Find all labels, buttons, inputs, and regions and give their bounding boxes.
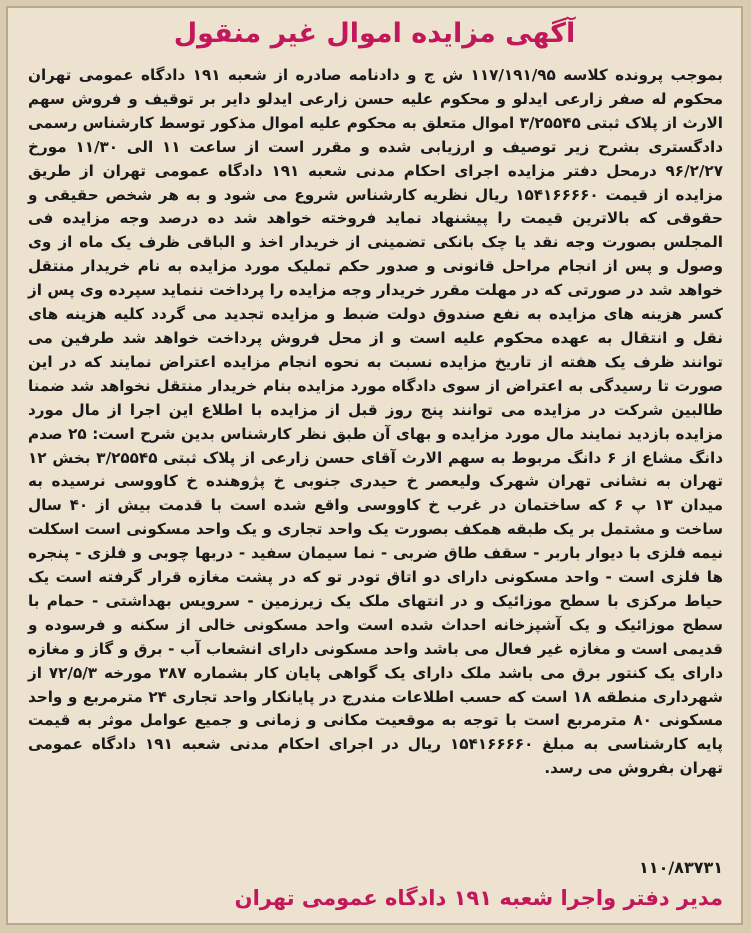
notice-paragraph: بموجب پرونده کلاسه ۱۱۷/۱۹۱/۹۵ ش ج و دادنامه صادره از شعبه ۱۹۱ دادگاه عمومی تهران محکوم له صفر زارعی ایدلو و محکوم علیه حسن زارعی ایدلو دایر بر توقیف و فروش سهم الارث از پلاک ثبتی ۳/۲۵۵۴۵ اموال متعلق به محکوم علیه اموال مذکور توسط کارشناس رسمی دادگستری بشرح زیر توصیف و ارزیابی شده و مقرر است از ساعت ۱۱ الی ۱۱/۳۰ مورخ ۹۶/۲/۲۷ درمحل دفتر مزایده اجرای احکام مدنی شعبه ۱۹۱ دادگاه عمومی تهران از طریق مزایده از قیمت ۱۵۴۱۶۶۶۶۰ ریال نظریه کارشناس شروع می شود و به هر شخص حقیقی و حقوقی که بالاترین قیمت را پیشنهاد نماید فروخته خواهد شد ده درصد وجه مزایده فی المجلس بصورت وجه نقد یا چک بانکی تضمینی از خریدار اخذ و الباقی ظرف یک ماه از وی وصول و پس از انجام مراحل قانونی و صدور حکم تملیک مورد مزایده به نام خریدار منتقل خواهد شد در صورتی که در مهلت مقرر خریدار وجه مزایده را پرداخت ننماید سپرده وی پس از کسر هزینه های مزایده به نفع صندوق دولت ضبط و مزایده تجدید می گردد کلیه هزینه های نقل و انتقال به عهده محکوم علیه است و از محل فروش پرداخت خواهد شد طرفین می توانند ظرف یک هفته از تاریخ مزایده نسبت به نحوه انجام مزایده اعتراض نمایند که در این صورت تا رسیدگی به اعتراض از سوی دادگاه مورد مزایده بنام خریدار منتقل نخواهد شد ضمنا طالبین شرکت در مزایده می توانند پنج روز قبل از مزایده با اطلاع این اجرا از مال مورد مزایده بازدید نمایند مال مورد مزایده و بهای آن طبق نظر کارشناس بدین شرح است: ۲۵ صدم دانگ مشاع از ۶ دانگ مربوط به سهم الارث آقای حسن زارعی از پلاک ثبتی ۳/۲۵۵۴۵ بخش ۱۲ تهران به نشانی تهران شهرک ولیعصر خ حیدری جنوبی خ پژوهنده خ کاووسی نرسیده به میدان ۱۳ پ ۶ که ساختمان در غرب خ کاووسی واقع شده است با قدمت بیش از ۴۰ سال ساخت و مشتمل بر یک طبقه همکف بصورت یک واحد تجاری و یک واحد مسکونی است اسکلت نیمه فلزی با دیوار باربر - سقف طاق ضربی - نما سیمان سفید - دربها چوبی و فلزی - پنجره ها فلزی است - واحد مسکونی دارای دو اتاق تودر تو که در پشت مغازه قرار گرفته است یک حیاط مرکزی با سطح موزائیک و در انتهای ملک یک زیرزمین - سرویس بهداشتی - حمام با سطح موزائیک و یک آشپزخانه احداث شده است واحد مسکونی خالی از سکنه و فرسوده و قدیمی است و مغازه غیر فعال می باشد واحد مسکونی دارای انشعاب آب - برق و گاز و مغازه دارای یک کنتور برق می باشد ملک دارای یک گواهی پایان کار بشماره ۳۸۷ مورخه ۷۲/۵/۳ از شهرداری منطقه ۱۸ است که حسب اطلاعات مندرج در پایانکار واحد تجاری ۲۴ مترمربع و واحد مسکونی ۸۰ مترمربع است با توجه به موقعیت مکانی و زمانی و جمیع عوامل موثر به قیمت پایه کارشناسی به مبلغ ۱۵۴۱۶۶۶۶۰ ریال در اجرای احکام مدنی شعبه ۱۹۱ دادگاه عمومی تهران بفروش می رسد. — [28, 66, 724, 778]
newspaper-clipping — [6, 6, 743, 925]
notice-body — [28, 64, 723, 781]
notice-title: آگهی مزایده اموال غیر منقول — [173, 18, 576, 49]
signature-line: مدیر دفتر واجرا شعبه ۱۹۱ دادگاه عمومی تهران — [234, 886, 723, 910]
reference-number: ۱۱۰/۸۳۷۳۱ — [639, 858, 723, 877]
